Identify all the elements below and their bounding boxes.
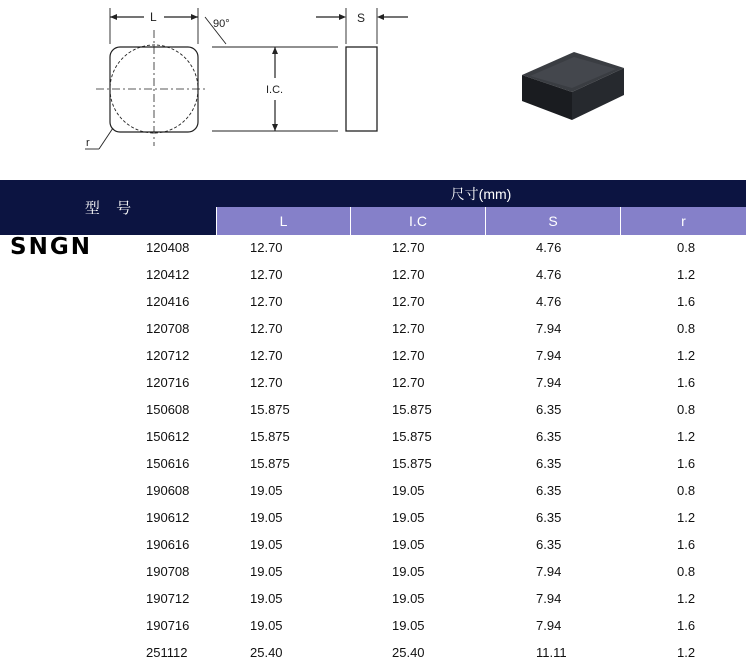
model-cell: 120412 — [146, 267, 190, 282]
l-cell: 19.05 — [250, 510, 283, 525]
table-row — [0, 316, 746, 343]
ic-cell: 12.70 — [392, 348, 425, 363]
s-cell: 6.35 — [536, 483, 562, 498]
ic-cell: 19.05 — [392, 537, 425, 552]
r-cell: 0.8 — [677, 402, 696, 417]
header-model: 型 号 — [0, 180, 216, 235]
insert-side-view — [346, 47, 377, 131]
l-cell: 19.05 — [250, 591, 283, 606]
r-cell: 1.6 — [677, 375, 696, 390]
r-cell: 0.8 — [677, 240, 696, 255]
l-cell: 19.05 — [250, 483, 283, 498]
label-L: L — [150, 10, 157, 24]
r-cell: 1.2 — [677, 591, 696, 606]
ic-cell: 19.05 — [392, 510, 425, 525]
l-cell: 19.05 — [250, 537, 283, 552]
model-cell: 190616 — [146, 537, 190, 552]
l-cell: 19.05 — [250, 564, 283, 579]
model-cell: 190712 — [146, 591, 190, 606]
label-S: S — [357, 11, 366, 25]
s-cell: 7.94 — [536, 564, 562, 579]
r-cell: 1.6 — [677, 618, 696, 633]
s-cell: 7.94 — [536, 591, 562, 606]
model-cell: 190716 — [146, 618, 190, 633]
l-cell: 12.70 — [250, 321, 283, 336]
r-cell: 1.6 — [677, 537, 696, 552]
label-IC: I.C. — [266, 84, 284, 96]
l-cell: 15.875 — [250, 429, 290, 444]
s-cell: 6.35 — [536, 402, 562, 417]
r-cell: 1.6 — [677, 294, 696, 309]
table-row — [0, 370, 746, 397]
ic-cell: 12.70 — [392, 294, 425, 309]
table-row — [0, 451, 746, 478]
ic-cell: 19.05 — [392, 591, 425, 606]
header-dimensions: 尺寸(mm) — [216, 180, 746, 207]
table-row — [0, 397, 746, 424]
table-row — [0, 559, 746, 586]
col-header-L: L — [216, 207, 350, 235]
l-cell: 12.70 — [250, 267, 283, 282]
insert-3d-image — [522, 52, 624, 120]
l-cell: 15.875 — [250, 456, 290, 471]
s-cell: 6.35 — [536, 510, 562, 525]
model-cell: 150608 — [146, 402, 190, 417]
r-cell: 1.2 — [677, 267, 696, 282]
model-cell: 120408 — [146, 240, 190, 255]
table-row — [0, 640, 746, 667]
l-cell: 19.05 — [250, 618, 283, 633]
s-cell: 7.94 — [536, 375, 562, 390]
col-header-IC: I.C — [350, 207, 485, 235]
r-cell: 1.2 — [677, 510, 696, 525]
col-header-r: r — [620, 207, 746, 235]
ic-cell: 15.875 — [392, 456, 432, 471]
r-cell: 0.8 — [677, 483, 696, 498]
s-cell: 6.35 — [536, 456, 562, 471]
table-row — [0, 478, 746, 505]
s-cell: 4.76 — [536, 267, 562, 282]
l-cell: 25.40 — [250, 645, 283, 660]
ic-cell: 12.70 — [392, 267, 425, 282]
table-row — [0, 586, 746, 613]
insert-dimension-drawing — [0, 0, 746, 178]
r-cell: 0.8 — [677, 321, 696, 336]
ic-cell: 15.875 — [392, 402, 432, 417]
ic-cell: 25.40 — [392, 645, 425, 660]
ic-cell: 19.05 — [392, 618, 425, 633]
model-cell: 120416 — [146, 294, 190, 309]
table-row — [0, 505, 746, 532]
l-cell: 12.70 — [250, 240, 283, 255]
s-cell: 11.11 — [536, 645, 567, 660]
ic-cell: 19.05 — [392, 564, 425, 579]
table-row — [0, 289, 746, 316]
model-cell: 251112 — [146, 645, 188, 660]
l-cell: 12.70 — [250, 294, 283, 309]
s-cell: 7.94 — [536, 618, 562, 633]
r-cell: 0.8 — [677, 564, 696, 579]
model-cell: 190608 — [146, 483, 190, 498]
l-cell: 15.875 — [250, 402, 290, 417]
r-cell: 1.2 — [677, 645, 696, 660]
s-cell: 4.76 — [536, 240, 562, 255]
table-row — [0, 532, 746, 559]
col-header-S: S — [485, 207, 620, 235]
l-cell: 12.70 — [250, 348, 283, 363]
s-cell: 4.76 — [536, 294, 562, 309]
model-cell: 190708 — [146, 564, 190, 579]
ic-cell: 12.70 — [392, 321, 425, 336]
model-cell: 120708 — [146, 321, 190, 336]
series-name: SNGN — [10, 234, 92, 260]
label-r: r — [86, 137, 90, 149]
model-cell: 190612 — [146, 510, 190, 525]
table-row — [0, 262, 746, 289]
model-cell: 120712 — [146, 348, 190, 363]
ic-cell: 15.875 — [392, 429, 432, 444]
label-angle: 90° — [213, 18, 230, 30]
r-cell: 1.2 — [677, 429, 696, 444]
model-cell: 150612 — [146, 429, 190, 444]
ic-cell: 12.70 — [392, 240, 425, 255]
model-cell: 120716 — [146, 375, 190, 390]
l-cell: 12.70 — [250, 375, 283, 390]
s-cell: 7.94 — [536, 348, 562, 363]
r-cell: 1.2 — [677, 348, 696, 363]
s-cell: 7.94 — [536, 321, 562, 336]
model-cell: 150616 — [146, 456, 190, 471]
s-cell: 6.35 — [536, 537, 562, 552]
table-row — [0, 343, 746, 370]
s-cell: 6.35 — [536, 429, 562, 444]
specification-table — [0, 180, 746, 665]
ic-cell: 12.70 — [392, 375, 425, 390]
table-row — [0, 235, 746, 262]
table-row — [0, 613, 746, 640]
ic-cell: 19.05 — [392, 483, 425, 498]
table-row — [0, 424, 746, 451]
r-cell: 1.6 — [677, 456, 696, 471]
